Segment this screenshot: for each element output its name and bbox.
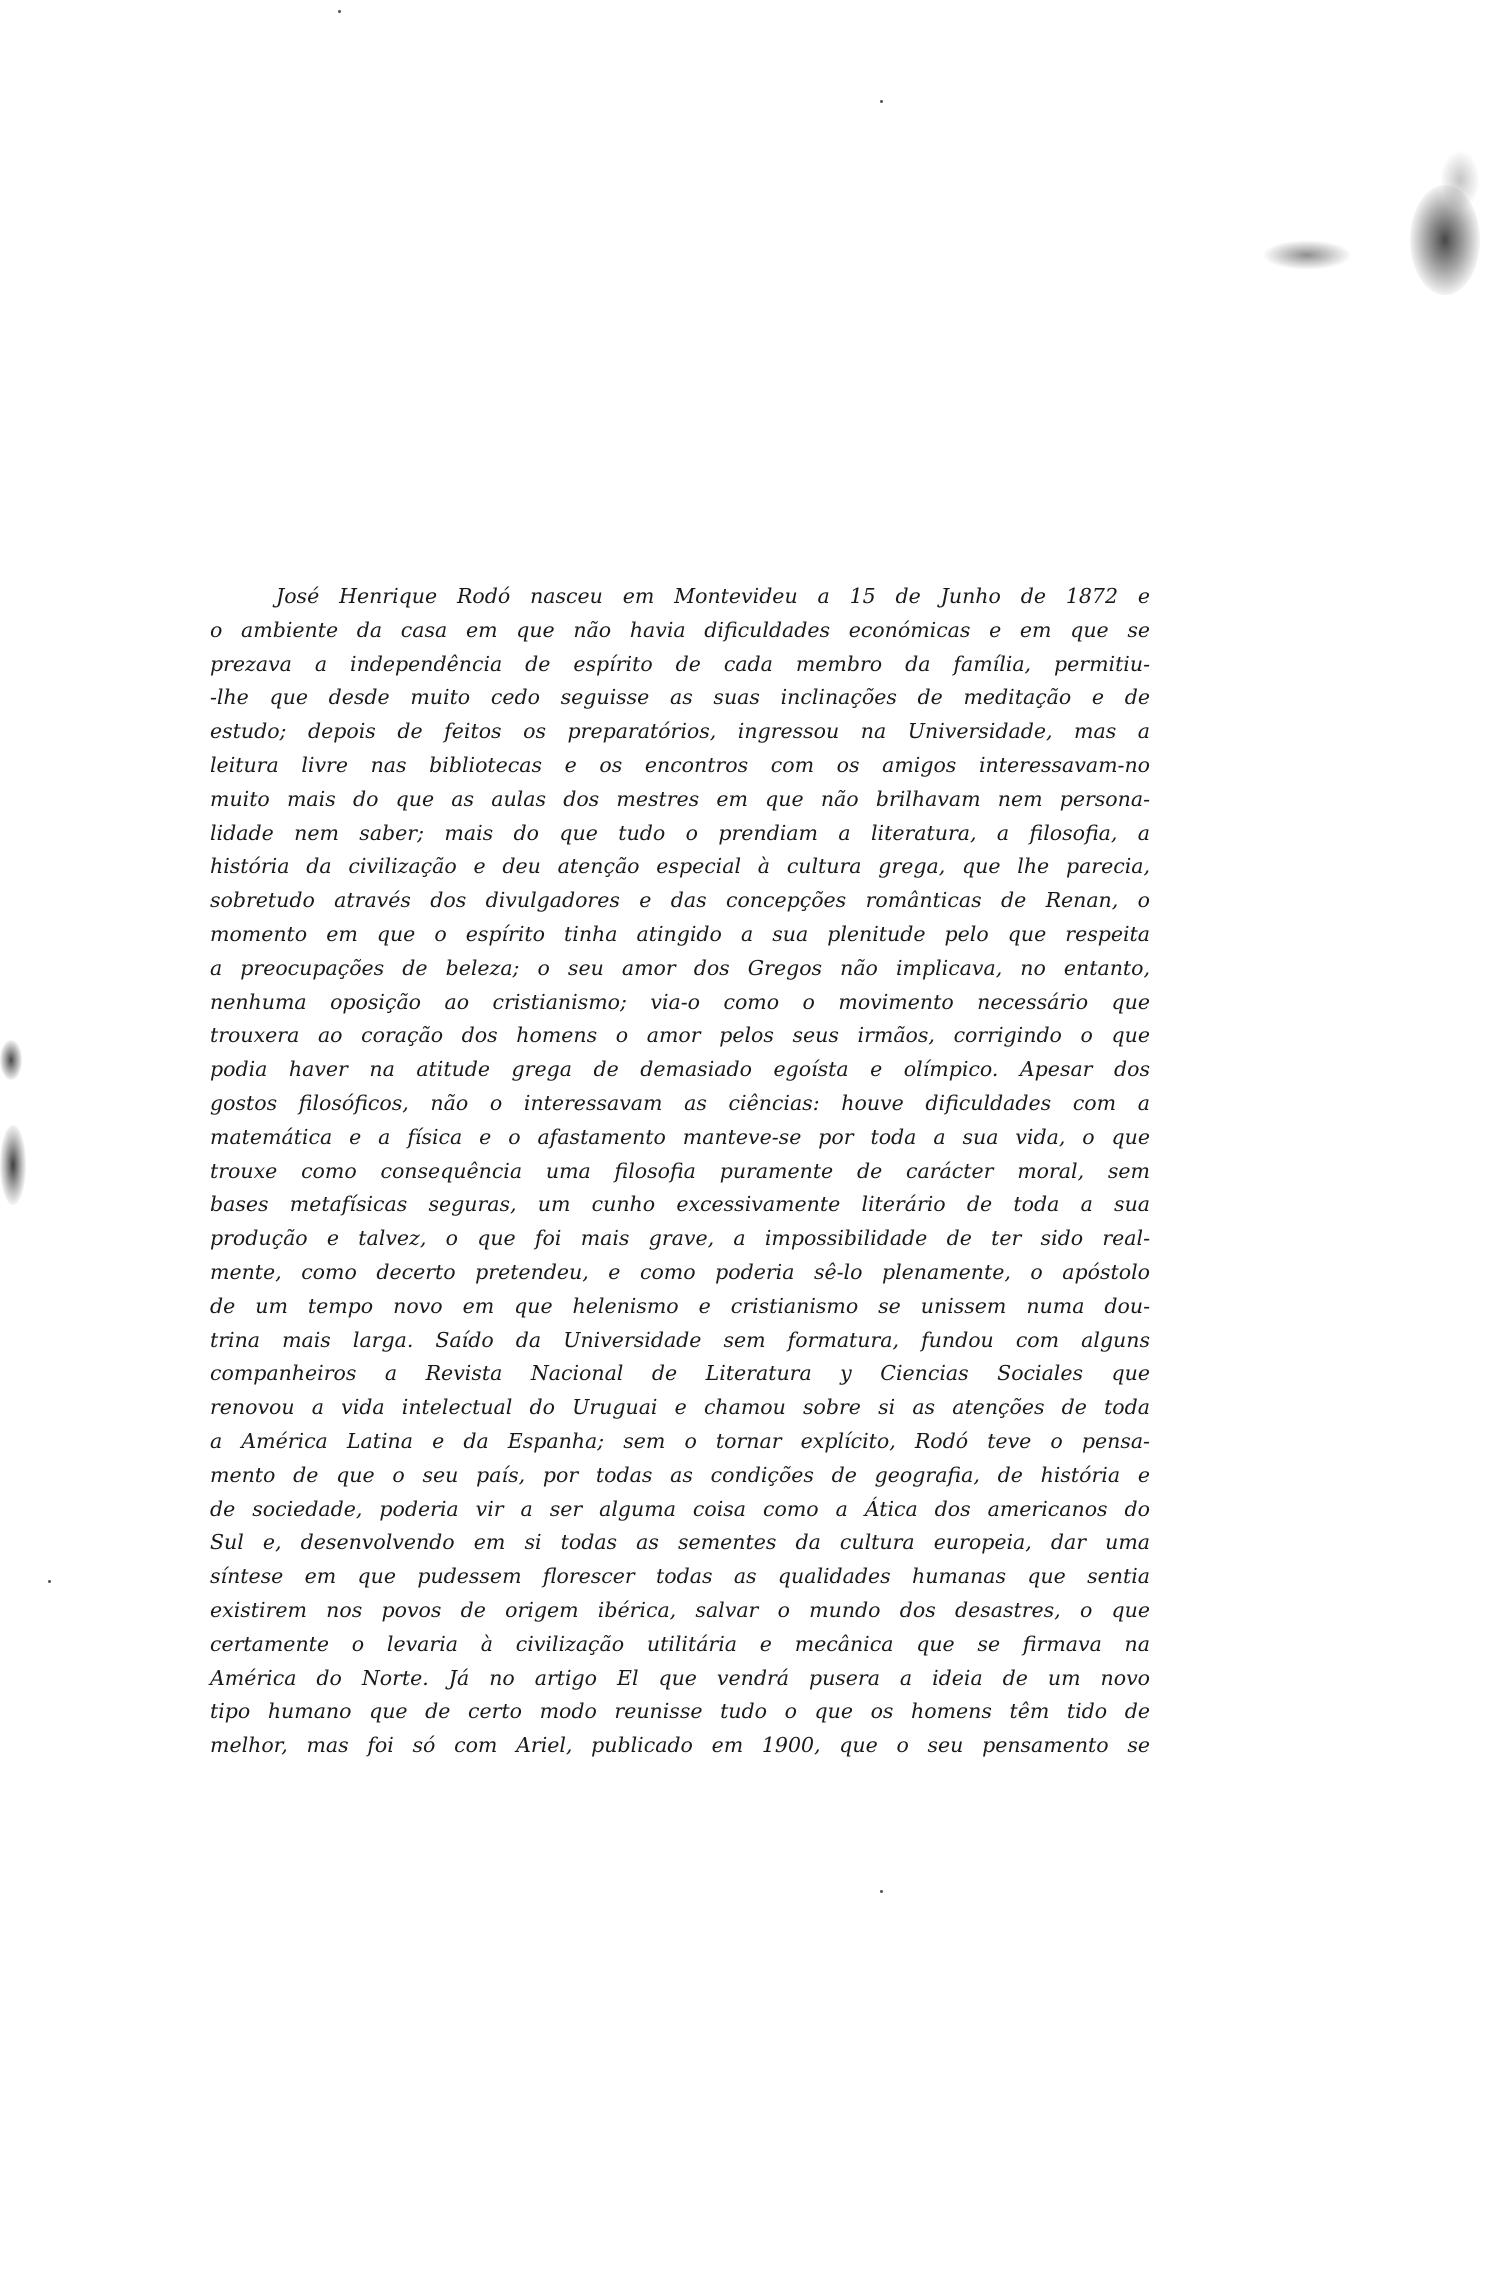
paragraph-line: renovou a vida intelectual do Uruguai e chamou sobre si as atenções de toda xyxy=(210,1395,1150,1420)
paragraph-line: estudo; depois de feitos os preparatórios, ingressou na Universidade, mas a xyxy=(210,719,1150,744)
paragraph-line: leitura livre nas bibliotecas e os encontros com os amigos interessavam-no xyxy=(210,752,1150,777)
paragraph-line: existirem nos povos de origem ibérica, salvar o mundo dos desastres, o que xyxy=(210,1597,1150,1622)
scan-speck xyxy=(880,100,883,103)
scan-smudge xyxy=(0,1125,26,1205)
paragraph-line: a América Latina e da Espanha; sem o tornar explícito, Rodó teve o pensa- xyxy=(210,1428,1150,1453)
paragraph-line: -lhe que desde muito cedo seguisse as suas inclinações de meditação e de xyxy=(210,685,1150,710)
paragraph-line: bases metafísicas seguras, um cunho excessivamente literário de toda a sua xyxy=(210,1192,1150,1217)
scan-smudge xyxy=(1440,150,1480,210)
paragraph-line: mento de que o seu país, por todas as condições de geografia, de história e xyxy=(210,1462,1150,1487)
paragraph-line: mente, como decerto pretendeu, e como poderia sê-lo plenamente, o apóstolo xyxy=(210,1259,1150,1284)
paragraph-line: José Henrique Rodó nasceu em Montevideu a 15 de Junho de 1872 e xyxy=(276,584,1150,608)
paragraph-line: trina mais larga. Saído da Universidade sem formatura, fundou com alguns xyxy=(210,1327,1150,1352)
paragraph-line: certamente o levaria à civilização utilitária e mecânica que se firmava na xyxy=(210,1631,1150,1656)
paragraph-line: podia haver na atitude grega de demasiado egoísta e olímpico. Apesar dos xyxy=(210,1057,1150,1082)
paragraph-line: momento em que o espírito tinha atingido a sua plenitude pelo que respeita xyxy=(210,921,1150,946)
paragraph-line: história da civilização e deu atenção especial à cultura grega, que lhe parecia, xyxy=(210,854,1150,879)
scan-speck xyxy=(48,1580,51,1583)
paragraph-line: sobretudo através dos divulgadores e das concepções românticas de Renan, o xyxy=(210,888,1150,913)
paragraph-line: Sul e, desenvolvendo em si todas as sementes da cultura europeia, dar uma xyxy=(210,1530,1150,1555)
scan-speck xyxy=(880,1890,883,1893)
paragraph-line: a preocupações de beleza; o seu amor dos Gregos não implicava, no entanto, xyxy=(210,955,1150,980)
paragraph-line: matemática e a física e o afastamento manteve-se por toda a sua vida, o que xyxy=(210,1124,1150,1149)
paragraph-line: nenhuma oposição ao cristianismo; via-o como o movimento necessário que xyxy=(210,989,1150,1014)
paragraph-line: síntese em que pudessem florescer todas as qualidades humanas que sentia xyxy=(210,1564,1150,1589)
paragraph-line: trouxera ao coração dos homens o amor pelos seus irmãos, corrigindo o que xyxy=(210,1023,1150,1048)
paragraph-line: muito mais do que as aulas dos mestres em que não brilhavam nem persona- xyxy=(210,786,1150,811)
paragraph-line: lidade nem saber; mais do que tudo o prendiam a literatura, a filosofia, a xyxy=(210,820,1150,845)
scan-smudge xyxy=(1262,240,1352,270)
paragraph-line: trouxe como consequência uma filosofia puramente de carácter moral, sem xyxy=(210,1158,1150,1183)
paragraph-line: América do Norte. Já no artigo El que vendrá pusera a ideia de um novo xyxy=(210,1665,1150,1690)
paragraph-line: produção e talvez, o que foi mais grave, a impossibilidade de ter sido real- xyxy=(210,1226,1150,1251)
scan-speck xyxy=(338,10,341,13)
paragraph-line: melhor, mas foi só com Ariel, publicado em 1900, que o seu pensamento se xyxy=(210,1733,1150,1758)
paragraph-line: tipo humano que de certo modo reunisse tudo o que os homens têm tido de xyxy=(210,1699,1150,1724)
paragraph-line: o ambiente da casa em que não havia dificuldades económicas e em que se xyxy=(210,617,1150,642)
paragraph-line: gostos filosóficos, não o interessavam as ciências: houve dificuldades com a xyxy=(210,1090,1150,1115)
paragraph-line: prezava a independência de espírito de cada membro da família, permitiu- xyxy=(210,651,1150,676)
scan-smudge xyxy=(0,1040,22,1080)
paragraph-line: de um tempo novo em que helenismo e cristianismo se unissem numa dou- xyxy=(210,1293,1150,1318)
paragraph-line: de sociedade, poderia vir a ser alguma coisa como a Ática dos americanos do xyxy=(210,1496,1150,1521)
paragraph-line: companheiros a Revista Nacional de Literatura y Ciencias Sociales que xyxy=(210,1361,1150,1386)
body-paragraph xyxy=(210,580,1150,1763)
